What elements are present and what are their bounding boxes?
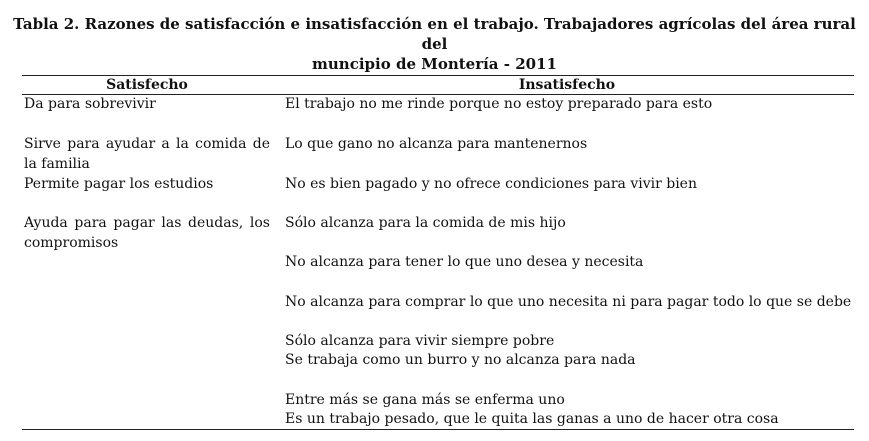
header-unsatisfied: Insatisfecho (518, 77, 616, 93)
unsatisfied-item: El trabajo no me rinde porque no estoy preparado para esto (285, 96, 713, 112)
unsatisfied-item: Entre más se gana más se enferma uno (285, 392, 565, 408)
unsatisfied-item: Sólo alcanza para la comida de mis hijo (285, 215, 566, 231)
unsatisfied-item: Es un trabajo pesado, que le quita las ganas a uno de hacer otra cosa (285, 411, 779, 427)
unsatisfied-item: No alcanza para comprar lo que uno necesita ni para pagar todo lo que se debe (285, 294, 852, 310)
header-satisfied: Satisfecho (106, 77, 188, 93)
unsatisfied-item: Se trabaja como un burro y no alcanza para nada (285, 352, 636, 368)
unsatisfied-item: Sólo alcanza para vivir siempre pobre (285, 333, 555, 349)
satisfied-item: Ayuda para pagar las deudas, los compromisos (24, 215, 270, 251)
unsatisfied-item: No alcanza para tener lo que uno desea y necesita (285, 254, 644, 270)
caption-line-1: Tabla 2. Razones de satisfacción e insatisfacción en el trabajo. Trabajadores agrícolas del área rural del (13, 15, 856, 53)
satisfied-item: Da para sobrevivir (24, 96, 156, 112)
satisfied-item: Permite pagar los estudios (24, 176, 214, 192)
unsatisfied-item: Lo que gano no alcanza para mantenernos (285, 136, 588, 152)
unsatisfied-item: No es bien pagado y no ofrece condiciones para vivir bien (285, 176, 697, 192)
table-caption (0, 14, 869, 74)
caption-line-2: muncipio de Montería - 2011 (312, 55, 557, 73)
table-bottom-rule (22, 429, 854, 430)
satisfied-item: Sirve para ayudar a la comida de la familia (24, 136, 270, 172)
